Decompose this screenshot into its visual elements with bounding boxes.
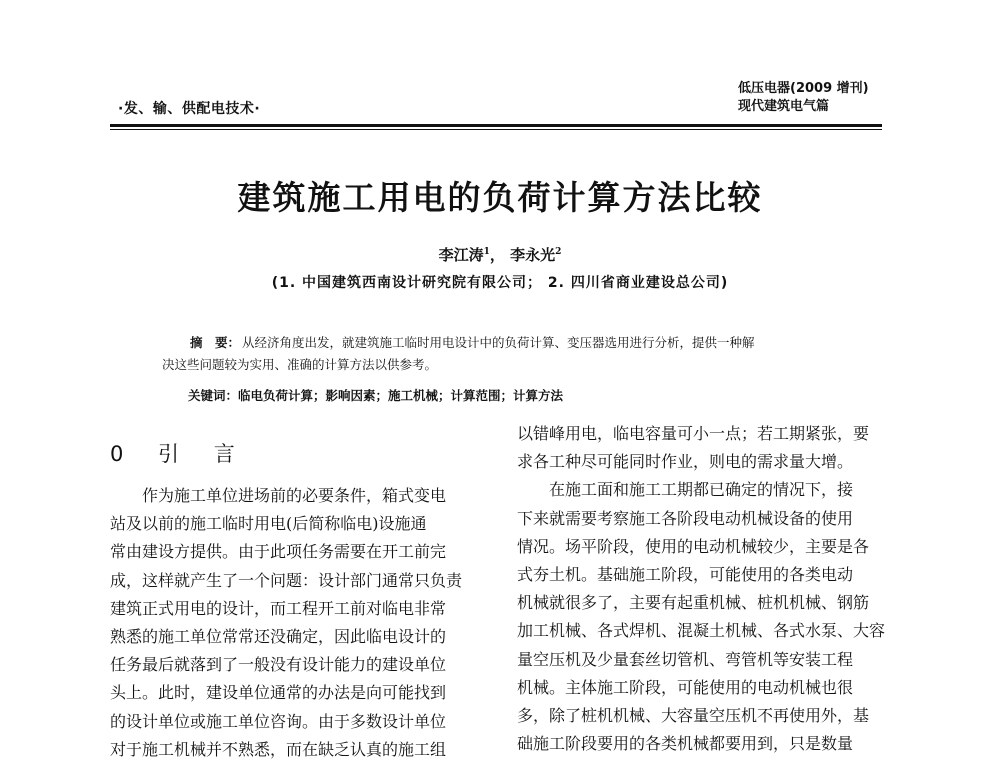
keywords: [188, 386, 563, 404]
keywords-label: 关键词：: [188, 388, 239, 403]
body-text-line: 加工机械、各式焊机、混凝土机械、各式水泵、大容: [517, 621, 886, 641]
paper-title: 建筑施工用电的负荷计算方法比较: [237, 178, 763, 217]
body-column-left: [110, 482, 482, 764]
author-separator: ，: [489, 246, 505, 264]
keywords-text: 临电负荷计算；影响因素；施工机械；计算范围；计算方法: [238, 388, 564, 403]
body-text-line: 对于施工机械并不熟悉，而在缺乏认真的施工组: [110, 739, 447, 759]
body-text-line: 式夯土机。基础施工阶段，可能使用的各类电动: [517, 564, 854, 584]
body-text-line: 机械就很多了，主要有起重机械、桩机机械、钢筋: [517, 593, 870, 613]
author-1: 李江涛: [438, 246, 484, 264]
body-text-line: 础施工阶段要用的各类机械都要用到，只是数量: [517, 734, 854, 754]
abstract-line-1: [190, 332, 890, 354]
abstract-text-1: 从经济角度出发，就建筑施工临时用电设计中的负荷计算、变压器选用进行分析，提供一种解: [242, 335, 755, 350]
authors: [0, 244, 1000, 265]
header-rule-thin: [110, 129, 882, 130]
author-1-affil-mark: 1: [483, 247, 490, 257]
abstract-label: 摘 要：: [190, 335, 241, 350]
journal-info: [738, 80, 869, 116]
body-text-line: 求各工种尽可能同时作业，则电的需求量大增。: [517, 452, 854, 472]
author-2-affil-mark: 2: [555, 247, 562, 257]
section-header: ·发、输、供配电技术·: [118, 101, 261, 117]
body-text-line: 在施工面和施工工期都已确定的情况下，接: [517, 480, 854, 500]
section-heading: 0 引 言: [110, 442, 249, 466]
journal-line-2: 现代建筑电气篇: [738, 99, 830, 114]
body-text-line: 情况。场平阶段，使用的电动机械较少，主要是各: [517, 536, 870, 556]
body-text-line: 熟悉的施工单位常常还没确定，因此临电设计的: [110, 626, 447, 646]
body-text-line: 建筑正式用电的设计，而工程开工前对临电非常: [110, 598, 447, 618]
body-text-line: 的设计单位或施工单位咨询。由于多数设计单位: [110, 711, 447, 731]
body-text-line: 成，这样就产生了一个问题：设计部门通常只负责: [110, 570, 463, 590]
body-text-line: 站及以前的施工临时用电(后简称临电)设施通: [110, 514, 427, 534]
affiliations: (1. 中国建筑西南设计研究院有限公司； 2. 四川省商业建设总公司): [271, 275, 729, 291]
author-2: 李永光: [510, 246, 556, 264]
abstract: [162, 332, 890, 376]
body-column-right: [517, 420, 889, 758]
body-text-line: 任务最后就落到了一般没有设计能力的建设单位: [110, 655, 447, 675]
abstract-line-2: 决这些问题较为实用、准确的计算方法以供参考。: [162, 357, 438, 372]
body-text-line: 量空压机及少量套丝切管机、弯管机等安装工程: [517, 649, 854, 669]
journal-line-1: 低压电器(2009 增刊): [738, 81, 869, 96]
body-text-line: 头上。此时，建设单位通常的办法是向可能找到: [110, 683, 447, 703]
body-text-line: 常由建设方提供。由于此项任务需要在开工前完: [110, 542, 447, 562]
body-text-line: 多，除了桩机机械、大容量空压机不再使用外，基: [517, 705, 870, 725]
body-text-line: 作为施工单位进场前的必要条件，箱式变电: [110, 486, 447, 505]
body-text-line: 下来就需要考察施工各阶段电动机械设备的使用: [517, 508, 854, 528]
body-text-line: 机械。主体施工阶段，可能使用的电动机械也很: [517, 677, 854, 697]
header-rule-thick: [110, 124, 882, 127]
body-text-line: 以错峰用电，临电容量可小一点；若工期紧张，要: [517, 424, 870, 443]
